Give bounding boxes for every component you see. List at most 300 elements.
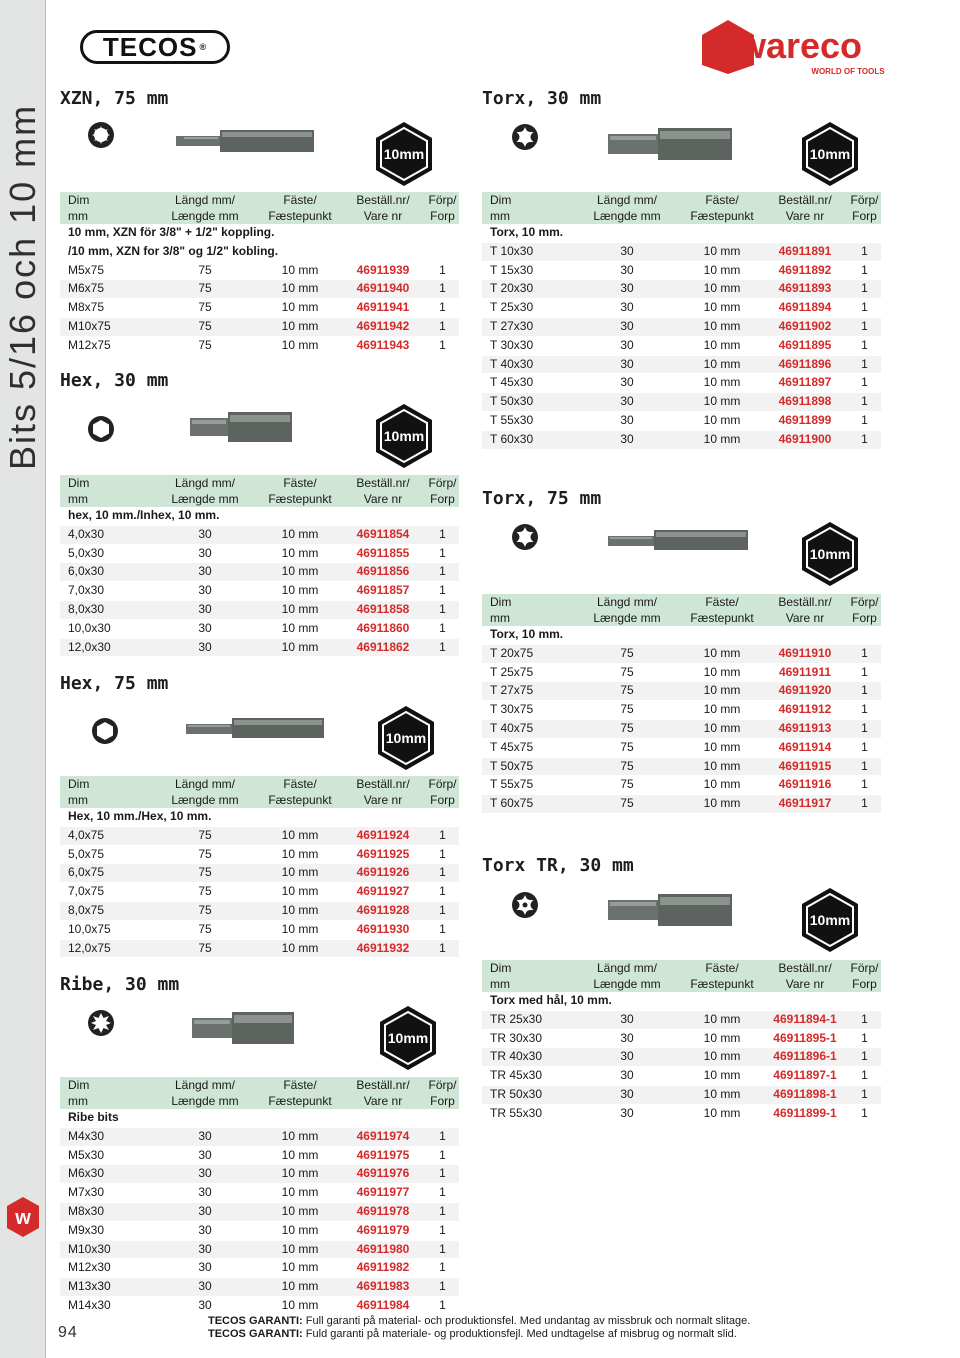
table-torx75	[482, 594, 881, 814]
cell-article-number: 46911911	[762, 663, 848, 682]
cell-article-number: 46911925	[340, 845, 426, 864]
section-title-hex30: Hex, 30 mm	[60, 370, 169, 391]
cell-pack-qty: 1	[848, 336, 881, 355]
table-row	[60, 317, 459, 336]
table-row	[60, 582, 459, 601]
cell-length: 75	[150, 280, 260, 299]
cell-length: 30	[150, 1165, 260, 1184]
column-header-forp: Förp/	[426, 776, 459, 792]
table-row	[482, 355, 881, 374]
table-row	[482, 1010, 881, 1029]
cell-article-number: 46911857	[340, 582, 426, 601]
cell-dimension: TR 25x30	[482, 1010, 572, 1029]
cell-dimension: T 55x75	[482, 776, 572, 795]
table-row	[60, 638, 459, 657]
table-row	[482, 393, 881, 412]
table-header-row	[60, 192, 459, 208]
cell-dimension: 5,0x30	[60, 544, 150, 563]
cell-mount: 10 mm	[260, 845, 340, 864]
size-badge-hex75	[372, 704, 440, 772]
cell-dimension: 6,0x75	[60, 864, 150, 883]
table-row	[60, 1165, 459, 1184]
cell-article-number: 46911896	[762, 355, 848, 374]
warranty-line-sv: TECOS GARANTI: Full garanti på material- och produktionsfel. Med undantag av missbruk och normalt slitage.	[208, 1315, 751, 1327]
column-header-forp: Förp/	[426, 192, 459, 208]
table-header-row	[482, 192, 881, 208]
table-row	[482, 374, 881, 393]
cell-mount: 10 mm	[260, 336, 340, 355]
torx-profile-icon	[510, 522, 540, 552]
table-note: /10 mm, XZN for 3/8" og 1/2" kobling.	[60, 242, 459, 261]
cell-dimension: TR 40x30	[482, 1048, 572, 1067]
cell-dimension: T 20x75	[482, 644, 572, 663]
column-header-dim: Dim	[60, 776, 150, 792]
cell-length: 75	[150, 299, 260, 318]
table-row	[482, 719, 881, 738]
column-header-langd: Længde mm	[150, 792, 260, 808]
cell-dimension: T 10x30	[482, 242, 572, 261]
column-header-best: Beställ.nr/	[340, 1077, 426, 1093]
cell-mount: 10 mm	[260, 544, 340, 563]
cell-dimension: M12x75	[60, 336, 150, 355]
cell-mount: 10 mm	[260, 261, 340, 280]
column-header-best: Beställ.nr/	[340, 192, 426, 208]
cell-article-number: 46911983	[340, 1278, 426, 1297]
cell-article-number: 46911940	[340, 280, 426, 299]
cell-article-number: 46911900	[762, 430, 848, 449]
column-header-langd: Längd mm/	[150, 776, 260, 792]
column-header-faste: Fæstepunkt	[260, 208, 340, 224]
table-row	[60, 280, 459, 299]
column-header-langd: Længde mm	[572, 208, 682, 224]
cell-length: 30	[572, 299, 682, 318]
table-header-row	[482, 594, 881, 610]
cell-dimension: M9x30	[60, 1221, 150, 1240]
table-row	[60, 1259, 459, 1278]
cell-dimension: M6x30	[60, 1165, 150, 1184]
wareco-emblem-icon	[5, 1196, 41, 1238]
cell-pack-qty: 1	[848, 374, 881, 393]
cell-dimension: T 40x30	[482, 355, 572, 374]
cell-length: 30	[572, 1104, 682, 1123]
cell-dimension: 12,0x75	[60, 939, 150, 958]
cell-mount: 10 mm	[260, 1202, 340, 1221]
cell-dimension: 12,0x30	[60, 638, 150, 657]
table-row	[60, 261, 459, 280]
cell-dimension: T 25x30	[482, 299, 572, 318]
table-row	[60, 544, 459, 563]
warranty-line-da: TECOS GARANTI: Fuld garanti på materiale- og produktionsfejl. Med undtagelse af misbrug og normalt slid.	[208, 1328, 737, 1340]
table-row	[482, 261, 881, 280]
cell-dimension: TR 45x30	[482, 1067, 572, 1086]
table-note-row	[482, 626, 881, 644]
column-header-best: Beställ.nr/	[340, 776, 426, 792]
cell-dimension: T 40x75	[482, 719, 572, 738]
cell-length: 30	[572, 261, 682, 280]
table-note-row	[60, 242, 459, 261]
table-row	[482, 795, 881, 814]
cell-pack-qty: 1	[848, 1029, 881, 1048]
cell-pack-qty: 1	[426, 525, 459, 544]
hex-profile-icon	[90, 716, 120, 746]
cell-length: 30	[572, 1048, 682, 1067]
cell-dimension: 4,0x75	[60, 826, 150, 845]
table-row	[60, 619, 459, 638]
cell-length: 30	[572, 355, 682, 374]
column-header-faste: Fäste/	[682, 960, 762, 976]
cell-pack-qty: 1	[426, 638, 459, 657]
column-header-dim: Dim	[60, 475, 150, 491]
tecos-logo-text: TECOS	[102, 31, 198, 62]
cell-mount: 10 mm	[682, 719, 762, 738]
table-row	[60, 920, 459, 939]
cell-length: 30	[572, 1029, 682, 1048]
cell-article-number: 46911932	[340, 939, 426, 958]
svg-text:10mm: 10mm	[809, 146, 851, 162]
cell-length: 75	[150, 901, 260, 920]
cell-length: 30	[150, 1146, 260, 1165]
cell-length: 30	[150, 544, 260, 563]
cell-article-number: 46911976	[340, 1165, 426, 1184]
cell-article-number: 46911899	[762, 411, 848, 430]
cell-pack-qty: 1	[848, 1010, 881, 1029]
cell-article-number: 46911917	[762, 795, 848, 814]
table-row	[60, 1184, 459, 1203]
cell-mount: 10 mm	[682, 776, 762, 795]
cell-length: 75	[150, 826, 260, 845]
cell-dimension: TR 50x30	[482, 1085, 572, 1104]
table-row	[482, 336, 881, 355]
cell-dimension: T 30x75	[482, 701, 572, 720]
table-header-row	[60, 792, 459, 808]
cell-mount: 10 mm	[260, 1165, 340, 1184]
table-row	[60, 336, 459, 355]
cell-pack-qty: 1	[426, 317, 459, 336]
table-hex30	[60, 475, 459, 657]
cell-dimension: M13x30	[60, 1278, 150, 1297]
cell-dimension: 10,0x30	[60, 619, 150, 638]
cell-dimension: M14x30	[60, 1296, 150, 1315]
cell-length: 75	[150, 883, 260, 902]
cell-dimension: T 30x30	[482, 336, 572, 355]
svg-text:10mm: 10mm	[809, 546, 851, 562]
cell-article-number: 46911974	[340, 1127, 426, 1146]
torx30-bit-image	[608, 126, 732, 162]
ribe30-bit-image	[192, 1010, 294, 1046]
cell-pack-qty: 1	[426, 563, 459, 582]
svg-text:10mm: 10mm	[809, 912, 851, 928]
cell-pack-qty: 1	[426, 1296, 459, 1315]
cell-mount: 10 mm	[260, 582, 340, 601]
cell-dimension: T 20x30	[482, 280, 572, 299]
cell-length: 75	[572, 701, 682, 720]
column-header-best: Vare nr	[762, 610, 848, 626]
cell-length: 30	[150, 600, 260, 619]
cell-pack-qty: 1	[848, 738, 881, 757]
cell-dimension: 6,0x30	[60, 563, 150, 582]
cell-length: 30	[572, 242, 682, 261]
section-title-ribe30: Ribe, 30 mm	[60, 974, 180, 995]
cell-article-number: 46911860	[340, 619, 426, 638]
table-row	[60, 1240, 459, 1259]
column-header-forp: Forp	[848, 208, 881, 224]
section-title-torxtr30: Torx TR, 30 mm	[482, 855, 634, 876]
table-row	[60, 525, 459, 544]
cell-article-number: 46911979	[340, 1221, 426, 1240]
table-row	[60, 563, 459, 582]
cell-length: 75	[572, 795, 682, 814]
table-header-row	[482, 976, 881, 992]
table-row	[60, 1221, 459, 1240]
cell-article-number: 46911895-1	[762, 1029, 848, 1048]
column-header-faste: Fäste/	[260, 776, 340, 792]
table-row	[482, 644, 881, 663]
cell-length: 75	[150, 845, 260, 864]
cell-mount: 10 mm	[682, 1048, 762, 1067]
cell-article-number: 46911898	[762, 393, 848, 412]
column-header-faste: Fæstepunkt	[260, 792, 340, 808]
table-row	[60, 826, 459, 845]
cell-mount: 10 mm	[682, 336, 762, 355]
cell-mount: 10 mm	[260, 525, 340, 544]
table-row	[482, 280, 881, 299]
cell-mount: 10 mm	[260, 299, 340, 318]
section-title-hex75: Hex, 75 mm	[60, 673, 169, 694]
table-ribe30	[60, 1077, 459, 1316]
cell-article-number: 46911914	[762, 738, 848, 757]
column-header-langd: Længde mm	[572, 610, 682, 626]
cell-pack-qty: 1	[426, 299, 459, 318]
torx75-bit-image	[608, 528, 748, 552]
cell-length: 75	[572, 682, 682, 701]
table-row	[482, 242, 881, 261]
cell-length: 30	[150, 619, 260, 638]
cell-mount: 10 mm	[260, 317, 340, 336]
cell-length: 75	[572, 644, 682, 663]
cell-mount: 10 mm	[682, 1067, 762, 1086]
cell-article-number: 46911902	[762, 317, 848, 336]
cell-article-number: 46911910	[762, 644, 848, 663]
cell-dimension: T 50x75	[482, 757, 572, 776]
column-header-faste: Fæstepunkt	[682, 208, 762, 224]
cell-pack-qty: 1	[426, 920, 459, 939]
column-header-langd: Längd mm/	[150, 475, 260, 491]
table-header-row	[482, 960, 881, 976]
cell-pack-qty: 1	[848, 719, 881, 738]
column-header-faste: Fæstepunkt	[260, 491, 340, 507]
column-header-faste: Fäste/	[682, 594, 762, 610]
section-title-torx75: Torx, 75 mm	[482, 488, 602, 509]
wareco-logo-text: wareco	[737, 25, 863, 66]
column-header-forp: Förp/	[848, 960, 881, 976]
warranty-footer	[208, 1315, 750, 1341]
cell-mount: 10 mm	[682, 1029, 762, 1048]
cell-length: 75	[150, 317, 260, 336]
table-row	[60, 901, 459, 920]
cell-article-number: 46911856	[340, 563, 426, 582]
column-header-forp: Forp	[426, 1093, 459, 1109]
sidebar	[0, 0, 46, 1358]
cell-length: 30	[150, 525, 260, 544]
cell-dimension: 7,0x75	[60, 883, 150, 902]
column-header-faste: Fäste/	[260, 192, 340, 208]
cell-pack-qty: 1	[426, 826, 459, 845]
cell-length: 30	[150, 1184, 260, 1203]
cell-pack-qty: 1	[426, 336, 459, 355]
column-header-best: Beställ.nr/	[340, 475, 426, 491]
cell-mount: 10 mm	[260, 826, 340, 845]
column-header-langd: Længde mm	[572, 976, 682, 992]
sidebar-title: Bits 5/16 och 10 mm	[2, 103, 43, 470]
cell-mount: 10 mm	[682, 242, 762, 261]
column-header-dim: Dim	[482, 192, 572, 208]
column-header-dim: mm	[482, 610, 572, 626]
tecos-registered-mark: ®	[199, 42, 208, 52]
cell-article-number: 46911924	[340, 826, 426, 845]
cell-dimension: M5x30	[60, 1146, 150, 1165]
cell-article-number: 46911977	[340, 1184, 426, 1203]
cell-dimension: M8x75	[60, 299, 150, 318]
cell-pack-qty: 1	[426, 600, 459, 619]
cell-article-number: 46911895	[762, 336, 848, 355]
cell-length: 30	[150, 563, 260, 582]
cell-dimension: 8,0x75	[60, 901, 150, 920]
cell-mount: 10 mm	[682, 663, 762, 682]
cell-length: 75	[150, 939, 260, 958]
table-row	[60, 939, 459, 958]
cell-mount: 10 mm	[682, 1104, 762, 1123]
cell-article-number: 46911891	[762, 242, 848, 261]
cell-mount: 10 mm	[682, 795, 762, 814]
cell-pack-qty: 1	[426, 261, 459, 280]
cell-pack-qty: 1	[848, 1085, 881, 1104]
column-header-langd: Längd mm/	[572, 594, 682, 610]
cell-length: 30	[572, 336, 682, 355]
table-row	[482, 1048, 881, 1067]
cell-mount: 10 mm	[682, 411, 762, 430]
cell-pack-qty: 1	[848, 682, 881, 701]
cell-mount: 10 mm	[682, 261, 762, 280]
column-header-dim: Dim	[60, 192, 150, 208]
cell-length: 75	[572, 719, 682, 738]
table-row	[60, 1278, 459, 1297]
cell-pack-qty: 1	[848, 776, 881, 795]
table-row	[482, 1085, 881, 1104]
cell-article-number: 46911930	[340, 920, 426, 939]
column-header-dim: mm	[482, 976, 572, 992]
column-header-forp: Förp/	[426, 475, 459, 491]
table-row	[60, 1127, 459, 1146]
table-row	[482, 776, 881, 795]
cell-pack-qty: 1	[848, 795, 881, 814]
cell-article-number: 46911892	[762, 261, 848, 280]
cell-dimension: T 60x30	[482, 430, 572, 449]
cell-article-number: 46911897	[762, 374, 848, 393]
cell-pack-qty: 1	[848, 317, 881, 336]
cell-mount: 10 mm	[682, 374, 762, 393]
page-number: 94	[58, 1324, 78, 1341]
table-row	[482, 430, 881, 449]
hex-profile-icon	[86, 414, 116, 444]
table-torx30	[482, 192, 881, 450]
column-header-langd: Längd mm/	[572, 960, 682, 976]
cell-length: 30	[572, 280, 682, 299]
cell-pack-qty: 1	[426, 544, 459, 563]
cell-article-number: 46911975	[340, 1146, 426, 1165]
cell-mount: 10 mm	[682, 644, 762, 663]
cell-pack-qty: 1	[848, 1067, 881, 1086]
cell-mount: 10 mm	[682, 701, 762, 720]
cell-pack-qty: 1	[426, 280, 459, 299]
table-note-row	[60, 808, 459, 826]
cell-mount: 10 mm	[260, 638, 340, 657]
wareco-tagline: WORLD OF TOOLS	[811, 67, 885, 76]
table-row	[60, 600, 459, 619]
column-header-best: Vare nr	[340, 491, 426, 507]
cell-mount: 10 mm	[260, 1184, 340, 1203]
table-header-row	[60, 1093, 459, 1109]
cell-article-number: 46911858	[340, 600, 426, 619]
column-header-forp: Forp	[848, 610, 881, 626]
cell-pack-qty: 1	[426, 864, 459, 883]
table-row	[60, 299, 459, 318]
cell-dimension: M12x30	[60, 1259, 150, 1278]
size-badge-torx30	[796, 120, 864, 188]
cell-length: 30	[150, 1296, 260, 1315]
hex30-bit-image	[190, 410, 292, 444]
cell-pack-qty: 1	[848, 393, 881, 412]
cell-length: 30	[572, 430, 682, 449]
cell-mount: 10 mm	[260, 920, 340, 939]
cell-pack-qty: 1	[848, 430, 881, 449]
section-title-torx30: Torx, 30 mm	[482, 88, 602, 109]
cell-article-number: 46911896-1	[762, 1048, 848, 1067]
cell-article-number: 46911854	[340, 525, 426, 544]
column-header-faste: Fäste/	[260, 1077, 340, 1093]
cell-mount: 10 mm	[260, 1296, 340, 1315]
cell-pack-qty: 1	[848, 701, 881, 720]
cell-length: 30	[150, 1259, 260, 1278]
size-badge-torxtr30	[796, 886, 864, 954]
cell-dimension: 5,0x75	[60, 845, 150, 864]
table-note: hex, 10 mm./Inhex, 10 mm.	[60, 507, 459, 525]
size-badge-ribe30	[374, 1004, 442, 1072]
cell-length: 30	[572, 317, 682, 336]
tecos-logo	[80, 30, 230, 64]
column-header-dim: mm	[60, 491, 150, 507]
cell-pack-qty: 1	[848, 644, 881, 663]
cell-mount: 10 mm	[682, 393, 762, 412]
cell-dimension: M8x30	[60, 1202, 150, 1221]
cell-dimension: M6x75	[60, 280, 150, 299]
table-note: 10 mm, XZN för 3/8" + 1/2" koppling.	[60, 224, 459, 242]
table-note: Hex, 10 mm./Hex, 10 mm.	[60, 808, 459, 826]
table-row	[482, 1067, 881, 1086]
cell-dimension: M7x30	[60, 1184, 150, 1203]
table-row	[482, 682, 881, 701]
cell-pack-qty: 1	[426, 1184, 459, 1203]
table-row	[60, 883, 459, 902]
torx-tamper-profile-icon	[510, 890, 540, 920]
cell-length: 30	[572, 411, 682, 430]
wareco-logo	[696, 18, 890, 76]
cell-pack-qty: 1	[848, 663, 881, 682]
cell-length: 30	[150, 638, 260, 657]
table-header-row	[60, 1077, 459, 1093]
cell-dimension: M10x75	[60, 317, 150, 336]
cell-length: 30	[572, 1085, 682, 1104]
cell-pack-qty: 1	[426, 1146, 459, 1165]
